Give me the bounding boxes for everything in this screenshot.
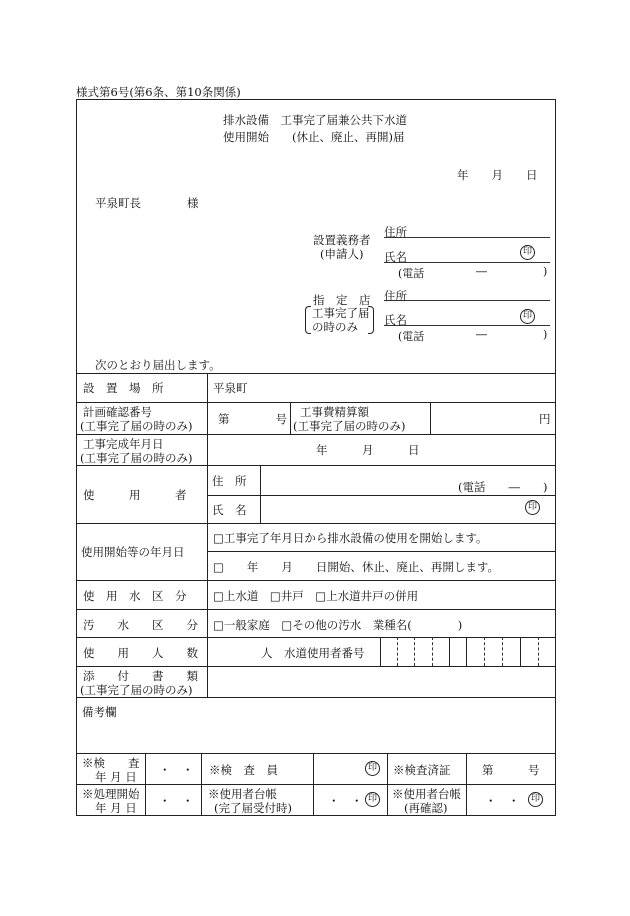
contractor-address-label: 住所 [384, 289, 407, 303]
cell-divider [466, 753, 467, 816]
digit-divider [414, 637, 415, 666]
cost-note: (工事完了届の時のみ) [293, 419, 406, 433]
cell-divider [313, 753, 314, 816]
contractor-note-line1: 工事完了届 [312, 306, 370, 320]
persons-label: 使 用 人 数 [83, 646, 198, 660]
user-address-label: 住 所 [212, 474, 247, 488]
row-line [76, 784, 556, 785]
inspect-date-sublabel: 年 月 日 [95, 770, 137, 784]
completion-note: (工事完了届の時のみ) [80, 451, 193, 465]
contractor-role: 指 定 店 [313, 293, 371, 307]
ledger-value: ・ ・ [328, 794, 363, 808]
applicant-phone-close: ) [543, 265, 548, 278]
row-line [76, 753, 556, 754]
contractor-phone-dash: ― [476, 328, 487, 341]
contractor-name-label: 氏名 [384, 313, 407, 327]
date-label: 年 月 日 [457, 168, 538, 182]
form-title-line1: 排水設備 工事完了届兼公共下水道 [223, 113, 407, 127]
cell-divider [260, 465, 261, 523]
sewage-class-label: 汚 水 区 分 [83, 618, 198, 632]
applicant-role-note: (申請人) [320, 247, 364, 261]
cell-divider [520, 637, 521, 666]
ledger2-value: ・ ・ [485, 794, 520, 808]
water-user-no-label: 水道使用者番号 [284, 646, 365, 660]
user-seal-icon: 印 [525, 500, 540, 515]
ledger2-sublabel: (再確認) [404, 801, 448, 815]
digit-divider [432, 637, 433, 666]
certificate-label: ※検査済証 [393, 763, 451, 777]
table-top-line [76, 373, 556, 374]
addressee: 平泉町長 様 [95, 196, 199, 210]
applicant-name-label: 氏名 [384, 250, 407, 264]
user-label: 使 用 者 [83, 488, 187, 502]
user-phone: (電話 ― ) [458, 480, 548, 494]
inspect-date-label: ※検 査 [82, 756, 140, 770]
plan-no-label: 計画確認番号 [83, 405, 152, 419]
applicant-name-line [384, 262, 550, 263]
applicant-phone-dash: ― [476, 265, 487, 278]
form-number: 様式第6号(第6条、第10条関係) [76, 85, 241, 99]
inspector-seal-icon: 印 [365, 761, 380, 776]
digit-divider [538, 637, 539, 666]
start-label: 使用開始等の年月日 [81, 545, 185, 559]
attachments-note: (工事完了届の時のみ) [80, 683, 193, 697]
persons-unit: 人 [261, 646, 273, 660]
contractor-seal-icon: 印 [520, 309, 535, 324]
cell-divider [466, 637, 467, 666]
ledger-label: ※使用者台帳 [208, 787, 277, 801]
right-brace-icon [368, 306, 374, 334]
row-line [76, 402, 556, 403]
cost-unit: 円 [539, 412, 551, 426]
row-line [76, 580, 556, 581]
remarks-label: 備考欄 [82, 705, 117, 719]
contractor-note-line2: の時のみ [312, 320, 358, 334]
start-option-2[interactable]: □ 年 月 日開始、休止、廃止、再開します。 [213, 560, 499, 574]
user-name-label: 氏 名 [212, 503, 247, 517]
row-line [207, 551, 556, 552]
completion-value: 年 月 日 [316, 443, 420, 457]
form-title-line2: 使用開始 (休止、廃止、再開)届 [223, 130, 405, 144]
process-sublabel: 年 月 日 [95, 801, 137, 815]
plan-no-note: (工事完了届の時のみ) [80, 419, 193, 433]
applicant-address-label: 住所 [384, 225, 407, 239]
certificate-value: 第 号 [482, 763, 540, 777]
cell-divider [430, 402, 431, 434]
applicant-phone-label: (電話 [398, 267, 425, 280]
plan-no-value: 第 号 [218, 412, 287, 426]
ledger2-seal-icon: 印 [528, 792, 543, 807]
label-divider [207, 373, 208, 697]
start-option-1[interactable]: □工事完了年月日から排水設備の使用を開始します。 [213, 531, 488, 545]
location-label: 設 置 場 所 [83, 381, 164, 395]
contractor-phone-close: ) [543, 328, 548, 341]
cell-divider [380, 637, 381, 666]
contractor-phone-label: (電話 [398, 330, 425, 343]
process-value: ・ ・ [159, 794, 194, 808]
completion-label: 工事完成年月日 [83, 437, 164, 451]
digit-divider [502, 637, 503, 666]
applicant-seal-icon: 印 [520, 245, 535, 260]
cell-divider [387, 753, 388, 816]
intro-text: 次のとおり届出します。 [95, 358, 221, 372]
inspect-date-value: ・ ・ [159, 763, 194, 777]
applicant-role: 設置義務者 [313, 233, 371, 247]
contractor-address-line [384, 300, 550, 301]
row-line [76, 523, 556, 524]
digit-divider [484, 637, 485, 666]
cell-divider [290, 402, 291, 434]
applicant-address-line [384, 237, 550, 238]
location-value: 平泉町 [213, 381, 248, 395]
row-line [76, 434, 556, 435]
ledger-sublabel: (完了届受付時) [214, 801, 292, 815]
digit-divider [397, 637, 398, 666]
left-brace-icon [305, 306, 311, 334]
ledger2-label: ※使用者台帳 [392, 787, 461, 801]
attachments-label: 添 付 書 類 [83, 669, 198, 683]
inspector-label: ※検 査 員 [209, 763, 278, 777]
row-line [76, 609, 556, 610]
water-class-label: 使 用 水 区 分 [83, 589, 187, 603]
contractor-name-line [384, 325, 550, 326]
sewage-class-options[interactable]: □一般家庭 □その他の汚水 業種名( ) [213, 618, 463, 632]
water-class-options[interactable]: □上水道 □井戸 □上水道井戸の併用 [213, 589, 419, 603]
cell-divider [449, 637, 450, 666]
cell-divider [145, 753, 146, 816]
cost-label: 工事費精算額 [300, 405, 369, 419]
cell-divider [201, 753, 202, 816]
row-line [76, 666, 556, 667]
process-label: ※処理開始 [82, 787, 140, 801]
ledger-seal-icon: 印 [365, 792, 380, 807]
